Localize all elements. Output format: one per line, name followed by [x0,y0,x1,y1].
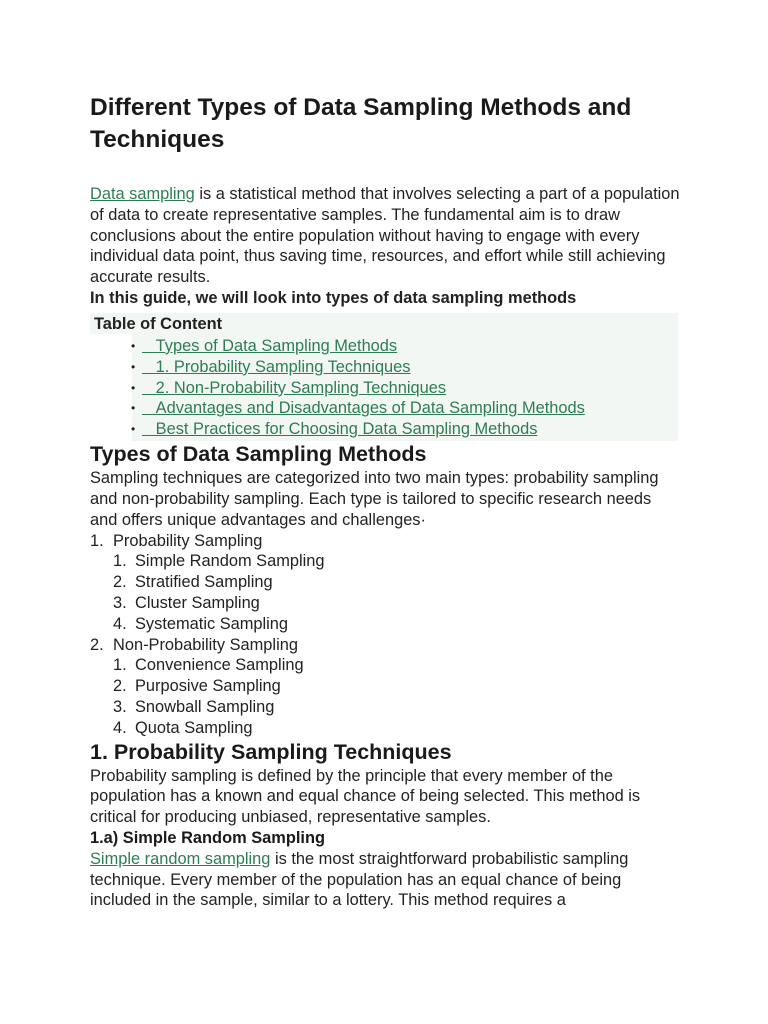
list-item-label: Stratified Sampling [135,573,273,592]
list-item [113,676,680,697]
list-item [113,572,680,593]
article-body [90,92,680,911]
toc-link-advantages[interactable] [142,399,585,417]
sub-list [113,551,680,634]
toc-link-label: Best Practices for Choosing Data Sampling Methods [155,420,538,439]
toc-link-label: 1. Probability Sampling Techniques [155,357,411,376]
subsection-heading-simple-random: 1.a) Simple Random Sampling [90,828,325,847]
section-heading-types: Types of Data Sampling Methods [90,442,427,467]
guide-line: In this guide, we will look into types of data sampling methods [90,288,577,307]
list-number: 4. [113,718,127,737]
toc-link-label: Advantages and Disadvantages of Data Sampling Methods [155,399,585,418]
list-item [113,697,680,718]
toc-item [132,336,678,357]
section-types-paragraph: Sampling techniques are categorized into two main types: probability sampling and non-probability sampling. Each type is tailored to specific research needs and offers unique advantages and challenges· [90,469,659,529]
sampling-types-list [90,531,680,739]
list-number: 2. [90,635,104,654]
toc-item [132,398,678,419]
list-number: 4. [113,614,127,633]
toc-link-label: Types of Data Sampling Methods [155,336,398,355]
list-number: 2. [113,677,127,696]
toc-list [132,334,678,441]
toc-link-label: 2. Non-Probability Sampling Techniques [155,378,447,397]
list-item-label: Probability Sampling [113,531,263,550]
section-heading-probability: 1. Probability Sampling Techniques [90,739,452,764]
sub-list [113,655,680,738]
list-number: 1. [113,656,127,675]
list-number: 2. [113,573,127,592]
list-number: 1. [113,552,127,571]
list-item [90,635,680,739]
list-item-label: Non-Probability Sampling [113,635,298,654]
intro-text: is a statistical method that involves selecting a part of a population of data to create representative samples. The fundamental aim is to draw conclusions about the entire population without having to engage with every individual data point, thus saving time, resources, and effort while still achieving accurate results. [90,185,680,287]
toc-link-non-probability[interactable] [142,379,446,397]
article-title: Different Types of Data Sampling Methods and Techniques [90,94,632,153]
list-item-label: Convenience Sampling [135,656,304,675]
section-probability-paragraph: Probability sampling is defined by the principle that every member of the population has a known and equal chance of being selected. This method is critical for producing unbiased, representative samples. [90,766,641,827]
toc-link-best-practices[interactable] [142,420,537,438]
list-number: 1. [90,531,104,550]
table-of-content [90,313,678,441]
list-item [113,655,680,676]
list-item [113,718,680,739]
list-item-label: Systematic Sampling [135,614,289,633]
toc-heading: Table of Content [90,313,678,334]
simple-random-paragraph [90,849,680,911]
toc-link-types[interactable] [142,337,397,355]
list-item [113,614,680,635]
list-item [90,531,680,635]
intro-paragraph [90,184,680,288]
data-sampling-link[interactable]: Data sampling [90,185,195,203]
list-item-label: Quota Sampling [135,718,253,737]
simple-random-text: is the most straightforward probabilistic sampling technique. Every member of the population has an equal chance of being included in the sample, similar to a lottery. This method requires a [90,849,629,910]
list-item-label: Snowball Sampling [135,698,275,716]
simple-random-sampling-link[interactable]: Simple random sampling [90,849,271,868]
toc-item [132,357,678,378]
toc-link-probability[interactable] [142,358,411,376]
list-number: 3. [113,594,127,613]
toc-item [132,419,678,440]
list-item-label: Cluster Sampling [135,594,260,613]
list-item-label: Purposive Sampling [135,677,281,696]
list-item [113,551,680,572]
list-item-label: Simple Random Sampling [135,552,325,571]
list-number: 3. [113,698,127,716]
toc-item [132,378,678,399]
list-item [113,593,680,614]
